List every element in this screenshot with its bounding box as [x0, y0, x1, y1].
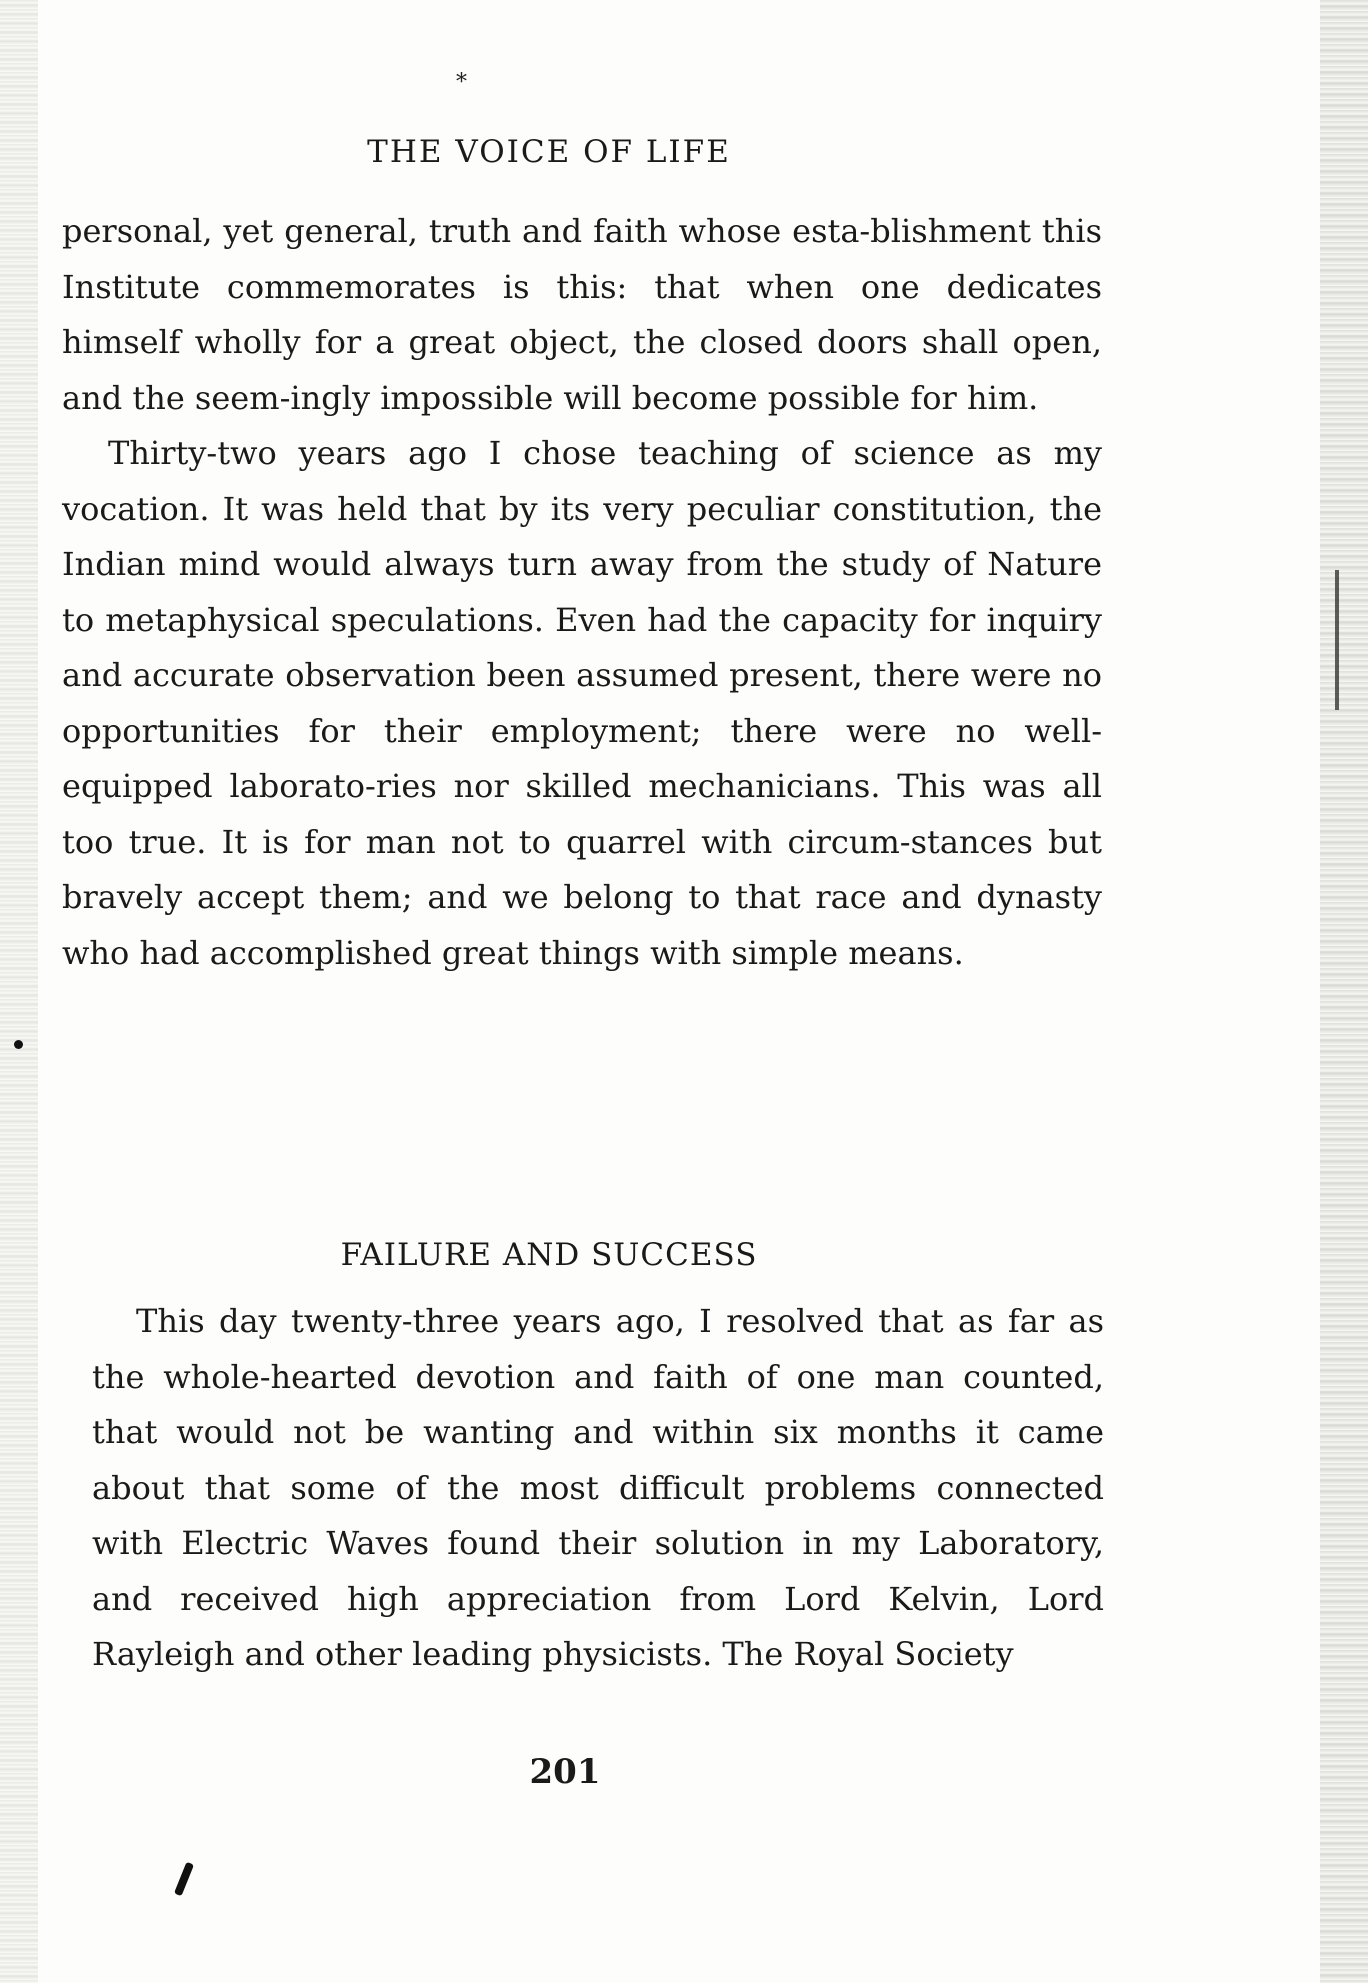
top-mark: * [456, 70, 467, 95]
pen-mark [174, 1862, 194, 1897]
paragraph-continued: personal, yet general, truth and faith whose esta-blishment this Institute commemorates is this: that when one dedicates himself wholly for a great object, the closed doors shall open, and the seem-ingly impossible will become possible for him. [62, 212, 1102, 417]
paragraph: Thirty-two years ago I chose teaching of science as my vocation. It was held that by its very peculiar constitution, the Indian mind would always turn away from the study of Nature to metaphysical speculations. Even had the capacity for inquiry and accurate observation been assumed present, there were no opportunities for their employment; there were no well-equipped laborato-ries nor skilled mechanicians. This was all too true. It is for man not to quarrel with circum-stances but bravely accept them; and we belong to that race and dynasty who had accomplished great things with simple means. [62, 434, 1102, 972]
section-body-text [92, 1294, 1104, 1683]
scan-artifact-line [1335, 570, 1339, 710]
ink-dot [14, 1040, 23, 1049]
running-head: THE VOICE OF LIFE [367, 134, 731, 170]
body-text [62, 204, 1102, 981]
page-number: 201 [529, 1752, 601, 1792]
scan-edge-right [1320, 0, 1368, 1983]
scan-edge-left [0, 0, 38, 1983]
paragraph: This day twenty-three years ago, I resolved that as far as the whole-hearted devotion and faith of one man counted, that would not be wanting and within six months it came about that some of the most difficult problems connected with Electric Waves found their solution in my Laboratory, and received high appreciation from Lord Kelvin, Lord Rayleigh and other leading physicists. The Royal Society [92, 1302, 1104, 1673]
section-heading: FAILURE AND SUCCESS [340, 1237, 758, 1273]
